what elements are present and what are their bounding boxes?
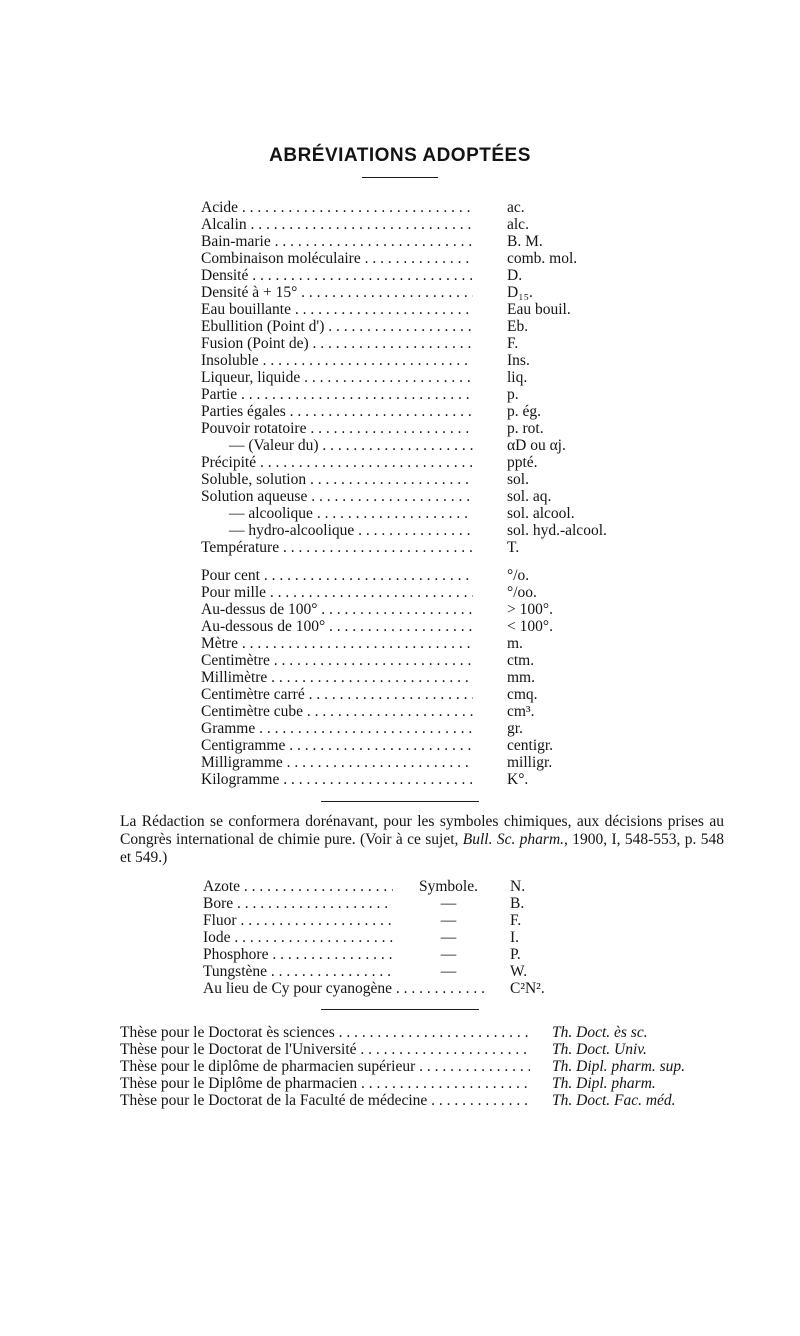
list-item	[201, 601, 641, 618]
list-item	[203, 980, 583, 997]
item-label: Azote	[203, 878, 241, 895]
list-item	[203, 946, 583, 963]
item-abbreviation: K°.	[507, 771, 529, 788]
item-abbreviation: sol. aq.	[507, 488, 552, 505]
item-label: Pour cent	[201, 567, 260, 584]
list-item	[201, 505, 641, 522]
item-label: Thèse pour le Doctorat ès sciences	[120, 1024, 335, 1041]
item-abbreviation: p.	[507, 386, 519, 403]
item-label: Gramme	[201, 720, 256, 737]
page-title: ABRÉVIATIONS ADOPTÉES	[269, 145, 531, 166]
item-abbreviation: p. ég.	[507, 403, 542, 420]
symbol-column: —	[440, 946, 457, 963]
item-abbreviation: p. rot.	[507, 420, 544, 437]
item-label: Kilogramme	[201, 771, 280, 788]
list-item	[201, 652, 641, 669]
note-journal: Bull. Sc. pharm.	[462, 831, 565, 848]
list-item	[201, 437, 641, 454]
item-abbreviation: αD ou αj.	[507, 437, 566, 454]
item-label: Densité à + 15°	[201, 284, 298, 301]
item-abbreviation: W.	[510, 963, 528, 980]
list-item	[203, 929, 583, 946]
item-label: Combinaison moléculaire	[201, 250, 361, 267]
item-label: Soluble, solution	[201, 471, 307, 488]
item-abbreviation: D.	[507, 267, 523, 284]
item-label: Milligramme	[201, 754, 283, 771]
list-item	[201, 703, 641, 720]
item-label: Tungstène	[203, 963, 268, 980]
item-label: Au-dessus de 100°	[201, 601, 318, 618]
item-abbreviation: gr.	[507, 720, 523, 737]
item-label: Densité	[201, 267, 249, 284]
list-item	[201, 635, 641, 652]
item-abbreviation: Th. Dipl. pharm.	[552, 1075, 656, 1092]
item-label: Millimètre	[201, 669, 268, 686]
list-item	[201, 199, 641, 216]
list-item	[203, 895, 583, 912]
item-label: Acide	[201, 199, 239, 216]
item-abbreviation: comb. mol.	[507, 250, 578, 267]
item-abbreviation: > 100°.	[507, 601, 553, 618]
chemical-symbols-list	[203, 878, 583, 997]
item-label: Précipité	[201, 454, 257, 471]
item-label: Parties égales	[201, 403, 286, 420]
list-item	[201, 584, 641, 601]
item-abbreviation: T.	[507, 539, 520, 556]
item-label: Eau bouillante	[201, 301, 291, 318]
item-abbreviation: N.	[510, 878, 526, 895]
item-abbreviation: °/oo.	[507, 584, 537, 601]
symbol-column: Symbole.	[419, 878, 478, 895]
item-label: Température	[201, 539, 280, 556]
item-label: Pour mille	[201, 584, 267, 601]
list-item	[201, 771, 641, 788]
editorial-note	[120, 813, 724, 867]
section-rule	[321, 801, 479, 802]
item-label: Centimètre	[201, 652, 270, 669]
item-abbreviation: D₁₅.	[507, 284, 533, 301]
list-item	[201, 720, 641, 737]
item-label: Phosphore	[203, 946, 269, 963]
item-label: Liqueur, liquide	[201, 369, 301, 386]
list-item	[201, 250, 641, 267]
item-abbreviation: < 100°.	[507, 618, 553, 635]
note-text-end: , 1900, I, 548-553, p. 548 et 549.)	[120, 831, 725, 866]
symbol-column: —	[440, 895, 457, 912]
item-label: — alcoolique	[229, 505, 313, 522]
item-label: Bain-marie	[201, 233, 271, 250]
item-abbreviation: B. M.	[507, 233, 543, 250]
section-rule	[321, 1009, 479, 1010]
item-abbreviation: cm³.	[507, 703, 535, 720]
item-abbreviation: ppté.	[507, 454, 538, 471]
item-abbreviation: Th. Dipl. pharm. sup.	[552, 1058, 686, 1075]
item-label: Iode	[203, 929, 231, 946]
list-item	[203, 963, 583, 980]
item-label: Mètre	[201, 635, 239, 652]
item-abbreviation: sol. alcool.	[507, 505, 575, 522]
list-item	[203, 878, 583, 895]
list-item	[201, 686, 641, 703]
list-item	[201, 669, 641, 686]
list-item	[201, 737, 641, 754]
list-item	[120, 1058, 740, 1075]
item-abbreviation: Eb.	[507, 318, 529, 335]
list-item	[201, 567, 641, 584]
item-label: Partie	[201, 386, 238, 403]
item-abbreviation: °/o.	[507, 567, 530, 584]
item-label: Bore	[203, 895, 234, 912]
list-item	[201, 318, 641, 335]
list-item	[120, 1092, 740, 1109]
item-label: Thèse pour le Diplôme de pharmacien	[120, 1075, 358, 1092]
item-abbreviation: sol.	[507, 471, 529, 488]
item-abbreviation: F.	[507, 335, 519, 352]
list-item	[203, 912, 583, 929]
item-label: Centigramme	[201, 737, 286, 754]
list-item	[201, 754, 641, 771]
item-abbreviation: centigr.	[507, 737, 554, 754]
item-abbreviation: alc.	[507, 216, 529, 233]
item-label: Solution aqueuse	[201, 488, 308, 505]
item-label: Au-dessous de 100°	[201, 618, 326, 635]
item-abbreviation: ctm.	[507, 652, 535, 669]
list-item	[201, 335, 641, 352]
abbreviation-list-general	[201, 199, 641, 556]
item-label: Thèse pour le diplôme de pharmacien supérieur	[120, 1058, 416, 1075]
list-item	[201, 471, 641, 488]
item-label: Centimètre cube	[201, 703, 303, 720]
list-item	[201, 386, 641, 403]
list-item	[120, 1024, 740, 1041]
item-abbreviation: m.	[507, 635, 523, 652]
list-item	[201, 267, 641, 284]
list-item	[201, 488, 641, 505]
item-abbreviation: mm.	[507, 669, 535, 686]
item-abbreviation: ac.	[507, 199, 525, 216]
item-abbreviation: sol. hyd.-alcool.	[507, 522, 607, 539]
item-abbreviation: Th. Doct. Fac. méd.	[552, 1092, 676, 1109]
item-abbreviation: milligr.	[507, 754, 553, 771]
symbol-column: —	[440, 929, 457, 946]
list-item	[201, 369, 641, 386]
list-item	[201, 352, 641, 369]
abbreviation-list-units	[201, 567, 641, 788]
list-item	[201, 454, 641, 471]
item-abbreviation: Ins.	[507, 352, 530, 369]
title-rule	[362, 177, 438, 178]
item-abbreviation: Th. Doct. ès sc.	[552, 1024, 648, 1041]
list-item	[201, 420, 641, 437]
list-item	[201, 301, 641, 318]
list-item	[201, 522, 641, 539]
symbol-column: —	[440, 963, 457, 980]
item-abbreviation: cmq.	[507, 686, 538, 703]
item-label: Fusion (Point de)	[201, 335, 309, 352]
list-item	[201, 216, 641, 233]
item-abbreviation: P.	[510, 946, 521, 963]
item-label: Ebullition (Point d')	[201, 318, 325, 335]
item-label: Centimètre carré	[201, 686, 305, 703]
list-item	[201, 618, 641, 635]
item-label: Thèse pour le Doctorat de l'Université	[120, 1041, 357, 1058]
item-abbreviation: Th. Doct. Univ.	[552, 1041, 647, 1058]
list-item	[201, 233, 641, 250]
item-label: — (Valeur du)	[229, 437, 319, 454]
item-abbreviation: Eau bouil.	[507, 301, 571, 318]
list-item	[201, 284, 641, 301]
thesis-list	[120, 1024, 740, 1109]
item-abbreviation: B.	[510, 895, 525, 912]
item-label: Pouvoir rotatoire	[201, 420, 307, 437]
item-label: Alcalin	[201, 216, 247, 233]
list-item	[201, 403, 641, 420]
item-label: Au lieu de Cy pour cyanogène	[203, 980, 392, 997]
item-abbreviation: I.	[510, 929, 520, 946]
item-abbreviation: F.	[510, 912, 522, 929]
item-abbreviation: liq.	[507, 369, 528, 386]
list-item	[120, 1075, 740, 1092]
item-label: Fluor	[203, 912, 237, 929]
item-label: Thèse pour le Doctorat de la Faculté de médecine	[120, 1092, 428, 1109]
list-item	[120, 1041, 740, 1058]
list-item	[201, 539, 641, 556]
item-label: Insoluble	[201, 352, 259, 369]
note-text-start: La Rédaction se conformera dorénavant, pour les symboles chimiques, aux décisions prises au Congrès international de chimie pure. (Voir à ce sujet,	[120, 813, 724, 848]
item-abbreviation: C²N².	[510, 980, 545, 997]
item-label: — hydro-alcoolique	[229, 522, 355, 539]
symbol-column: —	[440, 912, 457, 929]
